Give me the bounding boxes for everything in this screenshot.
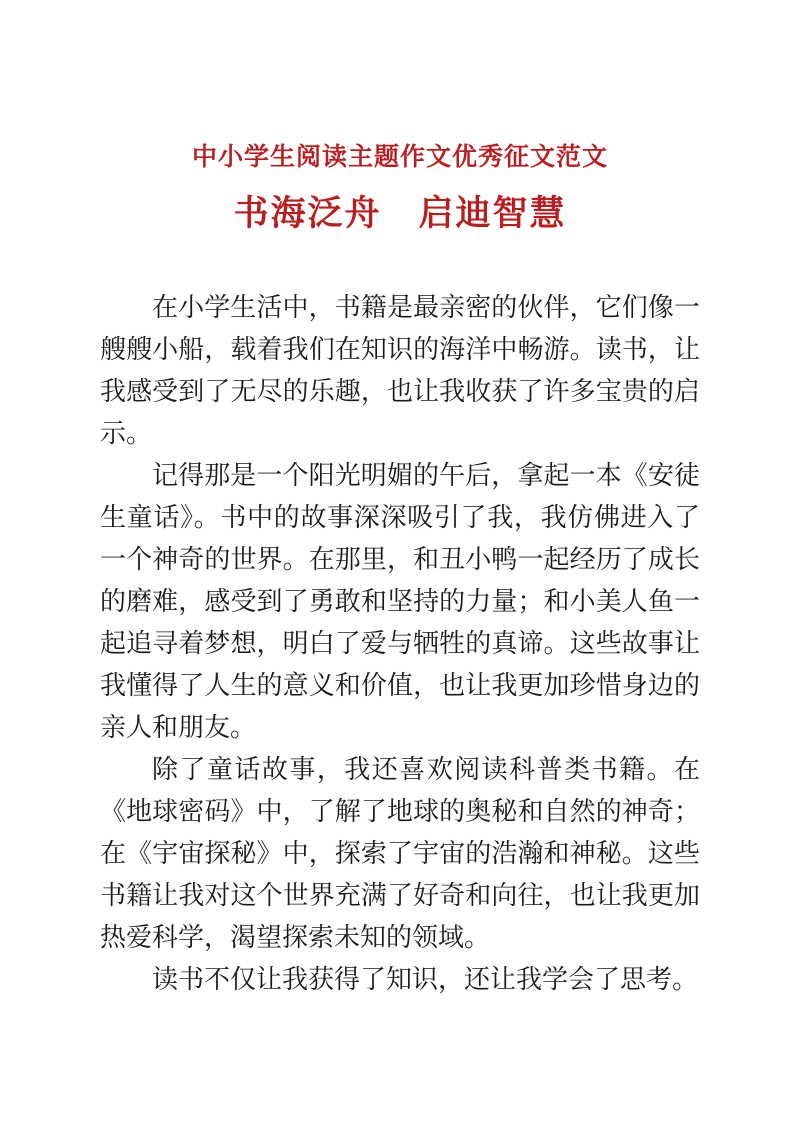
essay-paragraph-3: 除了童话故事，我还喜欢阅读科普类书籍。在《地球密码》中，了解了地球的奥秘和自然的神奇；在《宇宙探秘》中，探索了宇宙的浩瀚和神秘。这些书籍让我对这个世界充满了好奇和向往，也让我更加热爱科学，渴望探索未知的领域。: [100, 755, 700, 952]
essay-body: [100, 287, 700, 1001]
essay-paragraph-2: 记得那是一个阳光明媚的午后，拿起一本《安徒生童话》。书中的故事深深吸引了我，我仿佛进入了一个神奇的世界。在那里，和丑小鸭一起经历了成长的磨难，感受到了勇敢和坚持的力量；和小美人鱼一起追寻着梦想，明白了爱与牺牲的真谛。这些故事让我懂得了人生的意义和价值，也让我更加珍惜身边的亲人和朋友。: [100, 461, 700, 742]
document-category-heading: 中小学生阅读主题作文优秀征文范文: [191, 144, 608, 171]
document-title: 书海泛舟 启迪智慧: [233, 194, 567, 233]
essay-paragraph-1: 在小学生活中，书籍是最亲密的伙伴，它们像一艘艘小船，载着我们在知识的海洋中畅游。读书，让我感受到了无尽的乐趣，也让我收获了许多宝贵的启示。: [100, 293, 700, 448]
essay-paragraph-4: 读书不仅让我获得了知识，还让我学会了思考。: [152, 965, 699, 994]
